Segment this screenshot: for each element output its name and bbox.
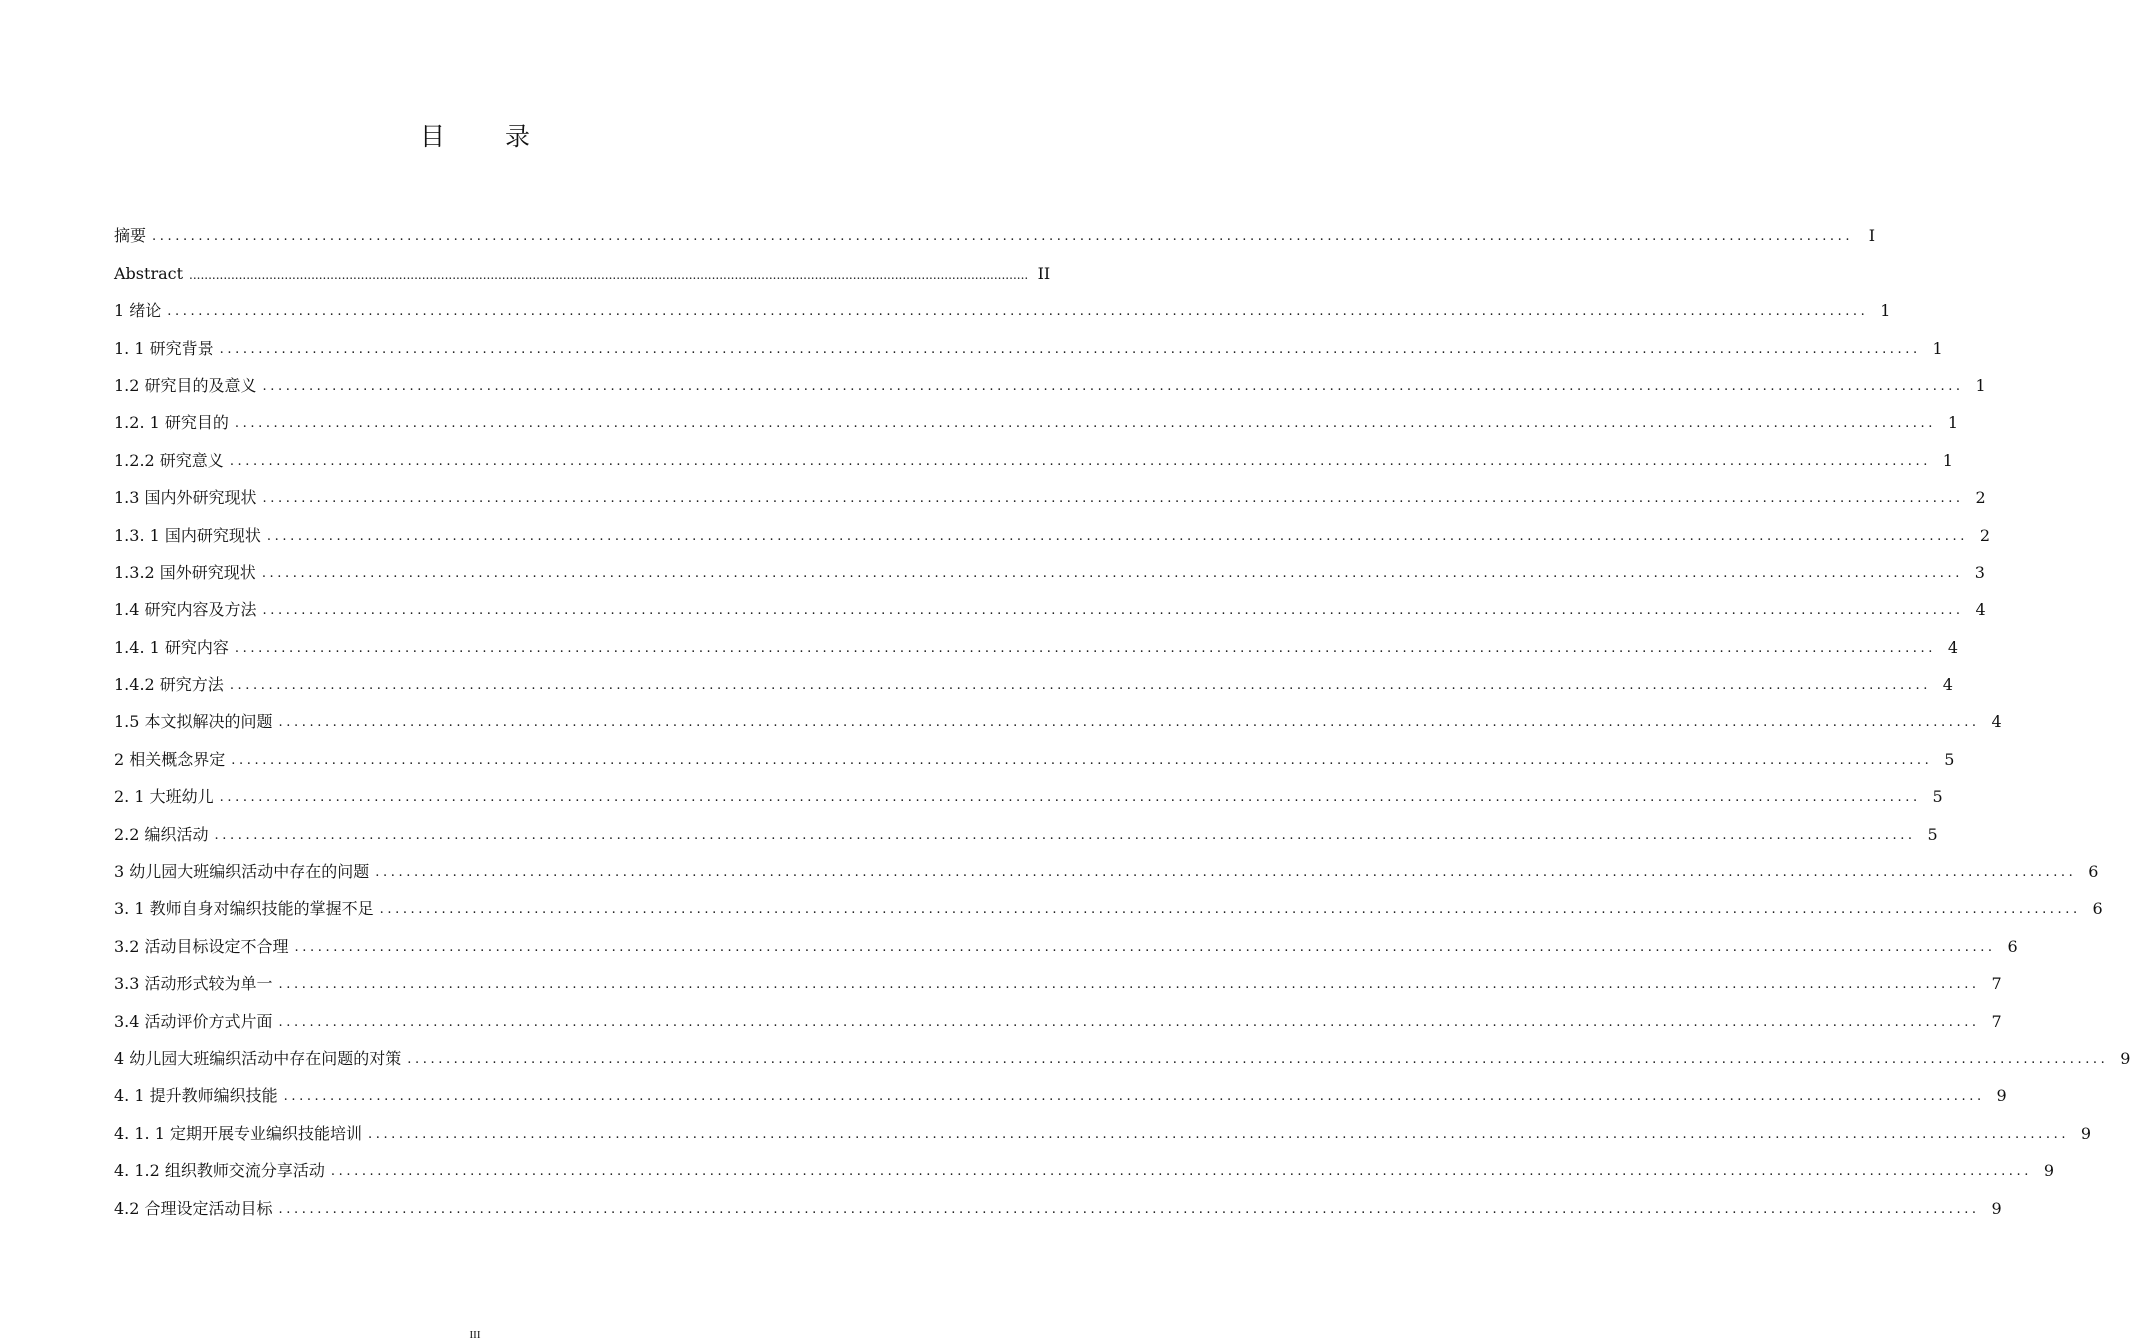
- toc-entry-label: 3 幼儿园大班编织活动中存在的问题: [114, 862, 370, 882]
- toc-leader-dots: ............................................................................................................................................................................................................................: [266, 528, 1968, 544]
- toc-entry-label: 1.3. 1 国内研究现状: [114, 525, 261, 545]
- toc-entry[interactable]: [114, 733, 1955, 770]
- toc-entry-page: 1: [1932, 338, 1943, 358]
- toc-entry[interactable]: [114, 472, 1986, 509]
- toc-entry[interactable]: [114, 360, 1986, 397]
- toc-entry-page: 1: [1942, 450, 1953, 470]
- toc-entry-page: 4: [1991, 712, 2002, 732]
- toc-entry[interactable]: [114, 434, 1953, 471]
- toc-entry-label: 4. 1 提升教师编织技能: [114, 1086, 278, 1106]
- toc-entry-label: 4. 1.2 组织教师交流分享活动: [114, 1161, 325, 1181]
- toc-entry[interactable]: [114, 1145, 2054, 1182]
- toc-entry-label: 1.2.2 研究意义: [114, 450, 224, 470]
- toc-entry-label: Abstract: [114, 263, 184, 283]
- toc-entry-page: 4: [1975, 600, 1986, 620]
- toc-entry[interactable]: [114, 846, 2099, 883]
- toc-entry[interactable]: [114, 397, 1958, 434]
- toc-entry-page: 9: [1996, 1086, 2007, 1106]
- toc-entry-page: 6: [2007, 936, 2018, 956]
- toc-entry-label: 1.3.2 国外研究现状: [114, 562, 256, 582]
- toc-entry[interactable]: [114, 584, 1986, 621]
- toc-entry[interactable]: [114, 509, 1990, 546]
- toc-entry-label: 1.4. 1 研究内容: [114, 637, 229, 657]
- toc-leader-dots: ............................................................................................................................................................................................................................: [231, 752, 1933, 768]
- toc-leader-dots: ............................................................................................................................................................................................................................: [262, 378, 1964, 394]
- toc-entry-page: I: [1868, 226, 1876, 246]
- toc-leader-dots: ............................................................................................................................................................................................................................: [167, 304, 1869, 320]
- toc-entry[interactable]: [114, 1070, 2007, 1107]
- toc-entry[interactable]: [114, 995, 2002, 1032]
- toc-entry-page: 5: [1932, 787, 1943, 807]
- toc-leader-dots: ............................................................................................................................................................................................................................: [283, 1089, 1985, 1105]
- toc-leader-dots: ............................................................................................................................................................................................................................: [229, 678, 1931, 694]
- toc-leader-dots: ............................................................................................................................................................................................................................: [189, 267, 1029, 282]
- toc-entry[interactable]: [114, 547, 1985, 584]
- toc-entry-page: 1: [1880, 301, 1891, 321]
- toc-entry[interactable]: [114, 659, 1953, 696]
- toc-leader-dots: ............................................................................................................................................................................................................................: [219, 790, 1921, 806]
- toc-leader-dots: ............................................................................................................................................................................................................................: [278, 1201, 1980, 1217]
- toc-entry-label: 4. 1. 1 定期开展专业编织技能培训: [114, 1123, 362, 1143]
- toc-entry-page: 9: [1991, 1198, 2002, 1218]
- toc-leader-dots: ............................................................................................................................................................................................................................: [379, 902, 2081, 918]
- toc-entry-page: 7: [1991, 1011, 2002, 1031]
- toc-entry-page: 2: [1975, 488, 1986, 508]
- toc-entry-page: 5: [1944, 749, 1955, 769]
- toc-entry[interactable]: [114, 1033, 2130, 1070]
- toc-entry[interactable]: [114, 210, 1876, 247]
- page-number: III: [469, 1329, 481, 1341]
- toc-entry[interactable]: [114, 621, 1958, 658]
- toc-entry[interactable]: [114, 322, 1943, 359]
- toc-leader-dots: ............................................................................................................................................................................................................................: [152, 229, 1854, 245]
- toc-entry-label: 3.3 活动形式较为单一: [114, 974, 273, 994]
- toc-leader-dots: ............................................................................................................................................................................................................................: [214, 827, 1916, 843]
- toc-entry-label: 3. 1 教师自身对编织技能的掌握不足: [114, 899, 374, 919]
- toc-leader-dots: ............................................................................................................................................................................................................................: [262, 491, 1964, 507]
- toc-leader-dots: ............................................................................................................................................................................................................................: [234, 640, 1936, 656]
- toc-entry-page: 9: [2080, 1123, 2092, 1143]
- toc-leader-dots: ............................................................................................................................................................................................................................: [278, 977, 1980, 993]
- toc-entry-page: 6: [2088, 862, 2099, 882]
- toc-entry-page: 6: [2092, 899, 2103, 919]
- toc-leader-dots: ............................................................................................................................................................................................................................: [367, 1126, 2070, 1142]
- toc-leader-dots: ............................................................................................................................................................................................................................: [278, 715, 1980, 731]
- toc-entry-label: 3.4 活动评价方式片面: [114, 1011, 273, 1031]
- toc-entry-page: II: [1037, 263, 1051, 283]
- toc-title: 目 录: [420, 122, 556, 151]
- toc-entry-label: 1.2. 1 研究目的: [114, 413, 229, 433]
- toc-entry-page: 3: [1974, 562, 1985, 582]
- toc-entry[interactable]: [114, 771, 1943, 808]
- toc-entry[interactable]: [114, 285, 1891, 322]
- toc-entry[interactable]: [114, 883, 2103, 920]
- toc-entry-page: 9: [2120, 1048, 2130, 1068]
- toc-leader-dots: ............................................................................................................................................................................................................................: [278, 1014, 1980, 1030]
- toc-leader-dots: ............................................................................................................................................................................................................................: [330, 1164, 2032, 1180]
- toc-entry[interactable]: [114, 1107, 2092, 1144]
- toc-leader-dots: ............................................................................................................................................................................................................................: [294, 939, 1996, 955]
- toc-entry-label: 4 幼儿园大班编织活动中存在问题的对策: [114, 1048, 402, 1068]
- toc-entry[interactable]: [114, 696, 2002, 733]
- toc-entry-label: 1.4.2 研究方法: [114, 675, 224, 695]
- toc-entry[interactable]: [114, 920, 2018, 957]
- toc-leader-dots: ............................................................................................................................................................................................................................: [375, 865, 2077, 881]
- toc-leader-dots: ............................................................................................................................................................................................................................: [234, 416, 1936, 432]
- toc-entry-label: 4.2 合理设定活动目标: [114, 1198, 273, 1218]
- toc-entry-label: 1.4 研究内容及方法: [114, 600, 257, 620]
- toc-entry-label: 3.2 活动目标设定不合理: [114, 936, 289, 956]
- toc-entry-page: 1: [1947, 413, 1958, 433]
- toc-leader-dots: ............................................................................................................................................................................................................................: [407, 1051, 2109, 1067]
- toc-entry-label: 1.3 国内外研究现状: [114, 488, 257, 508]
- toc-entry-label: 1. 1 研究背景: [114, 338, 214, 358]
- toc-leader-dots: ............................................................................................................................................................................................................................: [262, 603, 1964, 619]
- toc-entry-page: 9: [2043, 1161, 2054, 1181]
- toc-entry-page: 1: [1975, 375, 1986, 395]
- toc-entry[interactable]: [114, 247, 1051, 284]
- toc-leader-dots: ............................................................................................................................................................................................................................: [229, 453, 1931, 469]
- toc-entry-label: 摘要: [114, 226, 147, 246]
- toc-entry-label: 2. 1 大班幼儿: [114, 787, 214, 807]
- toc-entry-label: 1.5 本文拟解决的问题: [114, 712, 273, 732]
- toc-entry-page: 4: [1947, 637, 1958, 657]
- toc-entry-page: 2: [1979, 525, 1990, 545]
- toc-entry[interactable]: [114, 1182, 2002, 1219]
- toc-entry-label: 2.2 编织活动: [114, 824, 209, 844]
- toc-leader-dots: ............................................................................................................................................................................................................................: [261, 565, 1963, 581]
- toc-entry-label: 2 相关概念界定: [114, 749, 226, 769]
- toc-entry-page: 7: [1991, 974, 2002, 994]
- toc-leader-dots: ............................................................................................................................................................................................................................: [219, 341, 1921, 357]
- toc-entry-label: 1.2 研究目的及意义: [114, 375, 257, 395]
- toc-entry[interactable]: [114, 958, 2002, 995]
- table-of-contents: [114, 210, 2130, 1220]
- toc-entry-page: 4: [1942, 675, 1953, 695]
- toc-entry[interactable]: [114, 808, 1938, 845]
- toc-entry-page: 5: [1927, 824, 1938, 844]
- toc-entry-label: 1 绪论: [114, 301, 162, 321]
